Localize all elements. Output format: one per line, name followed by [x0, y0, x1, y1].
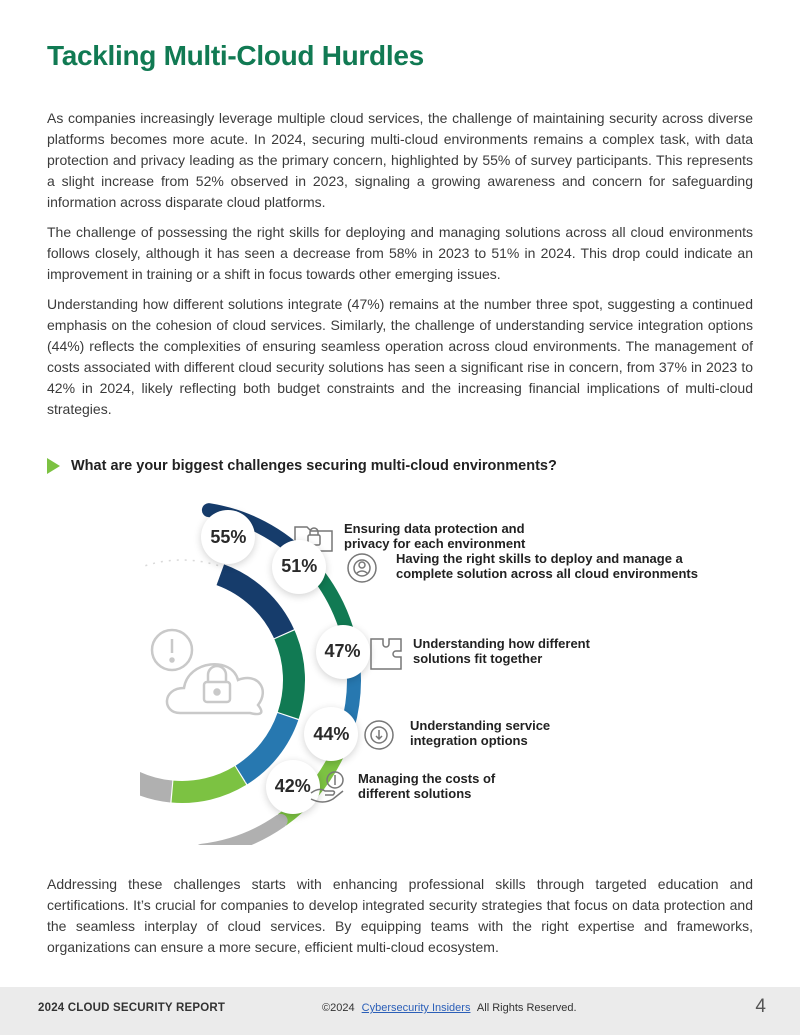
category-label [413, 636, 590, 666]
chart-question-text: What are your biggest challenges securing multi-cloud environments? [71, 458, 557, 474]
cloud-lock-icon [152, 630, 263, 714]
hand-dollar-icon [308, 769, 350, 808]
inner-arc-band [172, 776, 240, 792]
category-label-line: complete solution across all cloud environments [396, 565, 698, 581]
category-label [396, 551, 698, 581]
category-label-line: Managing the costs of [358, 770, 496, 786]
category-label-line: different solutions [358, 785, 472, 801]
inner-arc-band [220, 575, 284, 634]
report-name: 2024 CLOUD SECURITY REPORT [38, 1002, 226, 1014]
chart-question [47, 458, 557, 474]
category-label-line: Having the right skills to deploy and manage a [396, 550, 683, 566]
value-label: 42% [266, 760, 320, 814]
page-title: Tackling Multi-Cloud Hurdles [47, 40, 424, 71]
copyright-year: ©2024 [322, 1002, 355, 1014]
challenges-infographic [140, 500, 700, 850]
category-label [410, 718, 550, 748]
value-label: 51% [272, 540, 326, 594]
category-label-line: Understanding how different [413, 635, 590, 651]
intro-paragraph: As companies increasingly leverage multiple cloud services, the challenge of maintaining security across diverse platforms becomes more acute. In 2024, securing multi-cloud environments remains a complex task, with data protection and privacy leading as the primary concern, highlighted by 55% of survey participants. This represents a slight increase from 52% observed in 2023, signaling a growing awareness and concern for safeguarding information across disparate cloud platforms. [47, 110, 753, 210]
integration-paragraph: Understanding how different solutions integrate (47%) remains at the number three spot, suggesting a continued emphasis on the cohesion of cloud services. Similarly, the challenge of understanding service integration options (44%) reflects the complexities of ensuring seamless operation across cloud environments. The management of costs associated with different cloud security solutions has seen a significant rise in concern, from 37% in 2023 to 42% in 2024, likely reflecting both budget constraints and the increasing financial implications of multi-cloud strategies. [47, 296, 753, 417]
inner-arc-band [284, 635, 294, 716]
category-label-line: Ensuring data protection and [344, 521, 525, 537]
page-footer [0, 987, 800, 1035]
inner-arc-band [140, 766, 171, 792]
cybersecurity-insiders-link[interactable]: Cybersecurity Insiders [361, 1002, 471, 1014]
category-label [358, 771, 495, 801]
rights-text: All Rights Reserved. [476, 1002, 577, 1014]
play-arrow-icon [47, 458, 60, 474]
conclusion-paragraph: Addressing these challenges starts with enhancing professional skills through targeted education and certifications. It’s crucial for companies to develop integrated security strategies that focus on data protection and the seamless interplay of cloud services. By equipping teams with the right expertise and frameworks, organizations can ensure a more secure, efficient multi-cloud ecosystem. [47, 876, 753, 955]
value-label: 55% [201, 510, 255, 564]
category-label [344, 521, 525, 551]
gear-person-icon [343, 549, 381, 592]
category-label-line: solutions fit together [413, 650, 543, 666]
page-number: 4 [755, 996, 766, 1017]
skills-paragraph: The challenge of possessing the right skills for deploying and managing solutions across all cloud environments follows closely, although it has seen a decrease from 58% in 2023 to 51% in 2024. This drop could indicate an improvement in training or a shift in focus towards other emerging issues. [47, 224, 753, 282]
category-label-line: privacy for each environment [344, 536, 526, 552]
category-label-line: integration options [410, 733, 528, 749]
puzzle-icon [368, 634, 404, 677]
gear-download-icon [360, 716, 398, 759]
value-label: 44% [304, 707, 358, 761]
outer-arc-segment [202, 821, 281, 845]
category-label-line: Understanding service [410, 718, 551, 734]
copyright [322, 1002, 577, 1014]
value-label: 47% [316, 625, 370, 679]
